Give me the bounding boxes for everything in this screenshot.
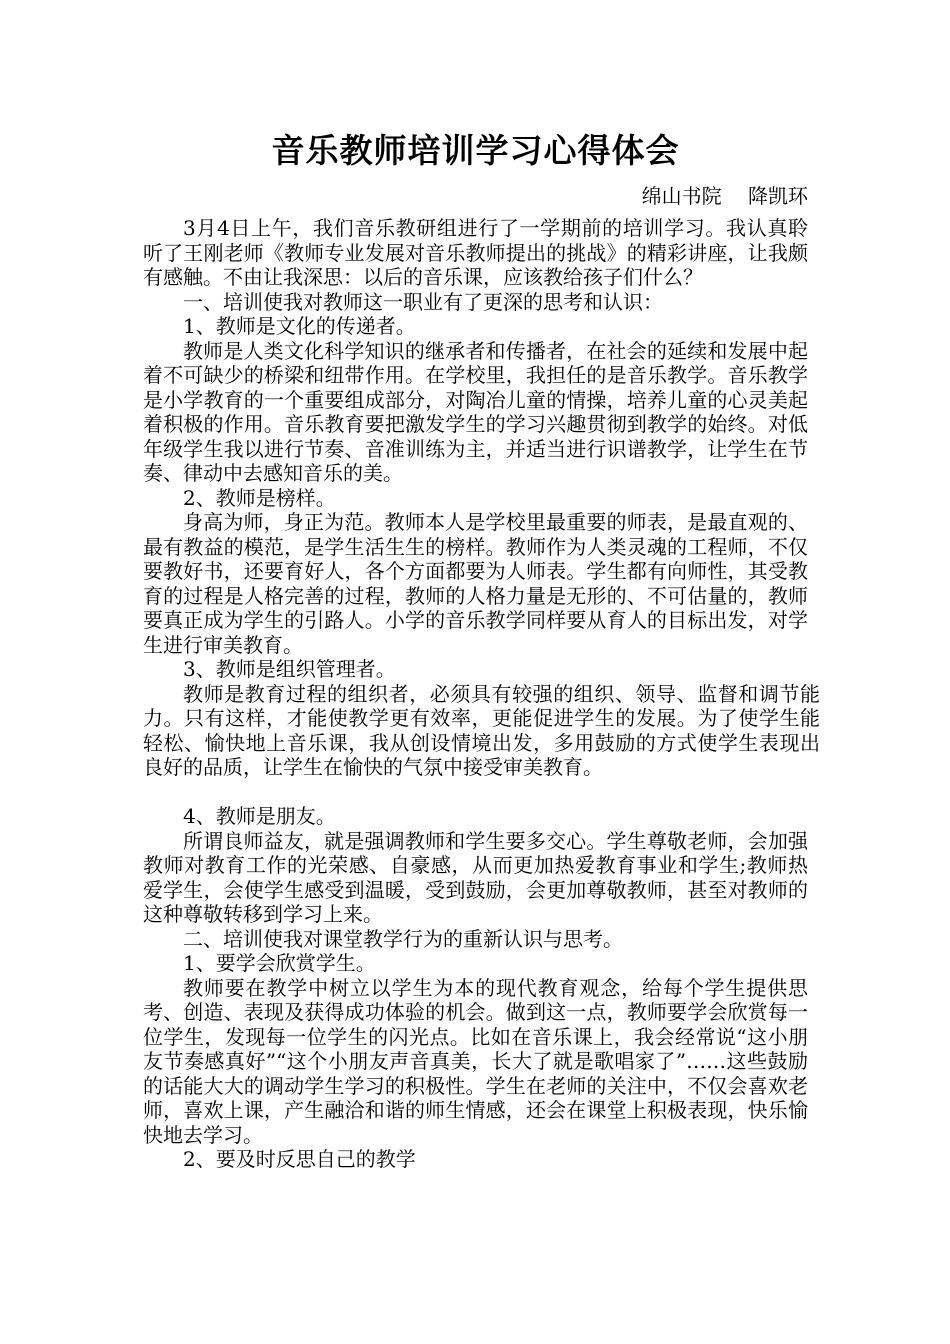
- subheading-2-2: 2、要及时反思自己的教学: [183, 1147, 416, 1171]
- paragraph-1-1: 教师是人类文化科学知识的继承者和传播者，在社会的延续和发展中起着不可缺少的桥梁和纽带作用。在学校里，我担任的是音乐教学。音乐教学是小学教育的一个重要组成部分，对陶冶儿童的情操，培养儿童的心灵美起着积极的作用。音乐教育要把激发学生的学习兴趣贯彻到教学的始终。对低年级学生我以进行节奏、音准训练为主，并适当进行识谱教学，让学生在节奏、律动中去感知音乐的美。: [143, 338, 808, 485]
- document-page: [143, 128, 820, 1172]
- subheading-2-1: 1、要学会欣赏学生。: [183, 951, 376, 975]
- paragraph-2-1: 教师要在教学中树立以学生为本的现代教育观念，给每个学生提供思考、创造、表现及获得成功体验的机会。做到这一点，教师要学会欣赏每一位学生，发现每一位学生的闪光点。比如在音乐课上，我会经常说“这小朋友节奏感真好”“这个小朋友声音真美，长大了就是歌唱家了”……这些鼓励的话能大大的调动学生学习的积极性。学生在老师的关注中，不仅会喜欢老师，喜欢上课，产生融洽和谐的师生情感，还会在课堂上积极表现，快乐愉快地去学习。: [143, 975, 808, 1147]
- paragraph-1-2: 身高为师，身正为范。教师本人是学校里最重要的师表，是最直观的、最有教益的模范，是学生活生生的榜样。教师作为人类灵魂的工程师，不仅要教好书，还要育好人，各个方面都要为人师表。学生都有向师性，其受教育的过程是人格完善的过程，教师的人格力量是无形的、不可估量的，教师要真正成为学生的引路人。小学的音乐教学同样要从育人的目标出发，对学生进行审美教育。: [143, 510, 808, 657]
- paragraph-1-3: 教师是教育过程的组织者，必须具有较强的组织、领导、监督和调节能力。只有这样，才能使教学更有效率，更能促进学生的发展。为了使学生能轻松、愉快地上音乐课，我从创设情境出发，多用鼓励的方式使学生表现出良好的品质，让学生在愉快的气氛中接受审美教育。: [143, 681, 820, 779]
- document-title: 音乐教师培训学习心得体会: [271, 131, 680, 170]
- section-heading-2: 二、培训使我对课堂教学行为的重新认识与思考。: [183, 926, 623, 951]
- paragraph-1-4: 所谓良师益友，就是强调教师和学生要多交心。学生尊敬老师，会加强教师对教育工作的光荣感、自豪感，从而更加热爱教育事业和学生;教师热爱学生，会使学生感受到温暖，受到鼓励，会更加尊敬教师，甚至对教师的这种尊敬转移到学习上来。: [143, 828, 808, 926]
- blank-line: [143, 780, 808, 805]
- section-heading-1: 一、培训使我对教师这一职业有了更深的思考和认识：: [183, 289, 663, 314]
- document-author: 绵山书院 降凯环: [641, 184, 808, 208]
- subheading-1-3: 3、教师是组织管理者。: [183, 657, 396, 681]
- subheading-1-2: 2、教师是榜样。: [183, 485, 336, 510]
- subheading-1-4: 4、教师是朋友。: [183, 804, 336, 828]
- subheading-1-1: 1、教师是文化的传递者。: [183, 314, 416, 338]
- paragraph-intro: 3月4日上午，我们音乐教研组进行了一学期前的培训学习。我认真聆听了王刚老师《教师专业发展对音乐教师提出的挑战》的精彩讲座，让我颇有感触。不由让我深思：以后的音乐课，应该教给孩子们什么？: [143, 216, 808, 289]
